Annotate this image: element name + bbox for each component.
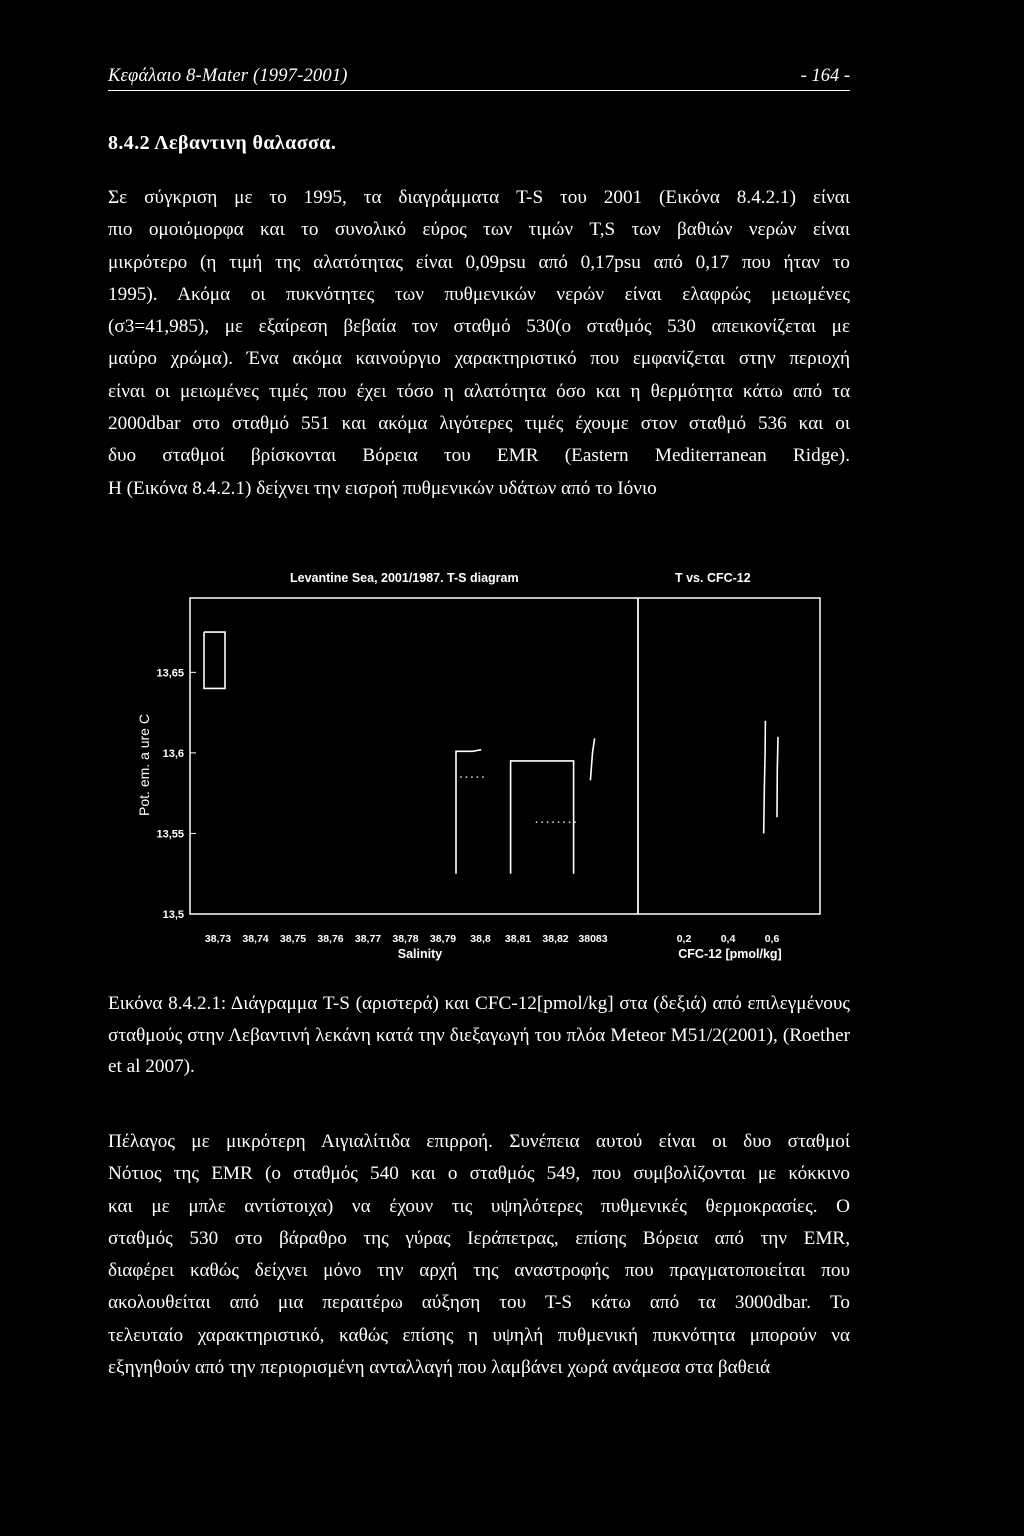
ts-x-tick-label: 38,78 <box>392 933 419 945</box>
paragraph-1-line: είναι οι μειωμένες τιμές που έχει τόσο η αλατότητα όσο και η θερμότητα κάτω από τα <box>108 380 850 402</box>
cfc-series-line <box>777 737 778 818</box>
chapter-title: Κεφάλαιο 8-Mater (1997-2001) <box>108 66 348 86</box>
ts-series-line <box>204 632 225 688</box>
cfc-series-group <box>764 721 778 834</box>
ts-y-tick-label: 13,6 <box>162 747 184 760</box>
cfc-series-line <box>764 721 766 834</box>
paragraph-2 <box>108 1126 850 1384</box>
chart-svg <box>130 560 830 972</box>
ts-chart-title: Levantine Sea, 2001/1987. T-S diagram <box>290 571 519 585</box>
paragraph-2-line: σταθμός 530 στο βάραθρο της γύρας Ιεράπετρας, επίσης Βόρεια από την EMR, <box>108 1227 850 1249</box>
ts-series-group <box>204 632 595 874</box>
figure-ts-cfc <box>130 560 830 972</box>
cfc-x-ticks <box>677 933 780 945</box>
header-rule <box>108 90 850 91</box>
paragraph-2-line: και με μπλε αντίστοιχα) να έχουν τις υψηλότερες πυθμενικές θερμοκρασίες. Ο <box>108 1195 850 1217</box>
paragraph-1-line: δυο σταθμοί βρίσκονται Βόρεια του EMR (Eastern Mediterranean Ridge). <box>108 445 850 467</box>
page-number: - 164 - <box>800 66 850 86</box>
ts-y-axis-label: Pot. em. a ure C <box>136 714 152 816</box>
ts-x-tick-label: 38,77 <box>354 933 382 945</box>
ts-x-tick-label: 38,79 <box>429 933 457 945</box>
ts-x-axis-label-visible: Salinity <box>397 947 443 961</box>
paragraph-2-line: εξηγηθούν από την περιορισμένη ανταλλαγή που λαμβάνει χωρά ανάμεσα στα βαθειά <box>108 1357 771 1379</box>
cfc-x-tick-label: 0,2 <box>676 933 692 945</box>
ts-x-tick-label: 38,74 <box>242 933 269 945</box>
ts-series-line <box>456 750 481 874</box>
cfc-x-tick-label: 0,6 <box>764 933 780 945</box>
ts-y-tick-label: 13,5 <box>162 909 184 921</box>
cfc-x-tick-label: 0,4 <box>720 933 736 945</box>
ts-plot-frame <box>190 598 638 914</box>
ts-x-tick-label: 38,82 <box>542 933 569 945</box>
paragraph-2-line: Πέλαγος με μικρότερη Αιγιαλίτιδα επιρροή. Συνέπεια αυτού είναι οι δυο σταθμοί <box>108 1131 850 1152</box>
paragraph-2-line: τελευταίο χαρακτηριστικό, καθώς επίσης η υψηλή πυθμενική πυκνότητα μπορούν να <box>108 1324 850 1346</box>
ts-x-ticks <box>205 933 608 945</box>
ts-y-tick-label: 13,65 <box>156 667 184 680</box>
paragraph-2-line: Νότιος της EMR (ο σταθμός 540 και ο σταθμός 549, που συμβολίζονται με κόκκινο <box>108 1163 850 1185</box>
ts-y-tick-label: 13,55 <box>156 828 184 841</box>
cfc-plot-frame <box>638 598 820 914</box>
section-title: 8.4.2 Λεβαντινη θαλασσα. <box>108 132 337 154</box>
paragraph-1-line: 2000dbar στο σταθμό 551 και ακόμα λιγότερες τιμές έχουμε στον σταθμό 536 και οι <box>108 413 850 435</box>
paragraph-2-line: διαφέρει καθώς δείχνει μόνο την αρχή της αναστροφής που πραγματοποιείται που <box>108 1260 850 1282</box>
paragraph-1-line: (σ3=41,985), με εξαίρεση βεβαία τον σταθμό 530(ο σταθμός 530 απεικονίζεται με <box>108 316 850 338</box>
paragraph-1-line: μικρότερο (η τιμή της αλατότητας είναι 0,09psu από 0,17psu από 0,17 που ήταν το <box>108 251 850 273</box>
paragraph-1-line: Η (Εικόνα 8.4.2.1) δείχνει την εισροή πυθμενικών υδάτων από το Ιόνιο <box>108 477 657 499</box>
ts-x-tick-label: 38,8 <box>470 933 491 945</box>
ts-x-tick-label: 38083 <box>578 933 608 945</box>
paragraph-1-line: μαύρο χρώμα). Ένα ακόμα καινούργιο χαρακτηριστικό που εμφανίζεται στην περιοχή <box>108 348 850 370</box>
paragraph-1-line: Σε σύγκριση με το 1995, τα διαγράμματα T-S του 2001 (Εικόνα 8.4.2.1) είναι <box>108 187 850 208</box>
ts-series-line <box>511 761 574 874</box>
ts-series-line <box>590 738 594 780</box>
figure-caption: Εικόνα 8.4.2.1: Διάγραμμα T-S (αριστερά) και CFC-12[pmol/kg] στα (δεξιά) από επιλεγμένους σταθμούς στην Λεβαντινή λεκάνη κατά την διεξαγωγή του πλόα Meteor M51/2(2001), (Roether et al 2007). <box>108 993 850 1077</box>
running-header <box>108 66 850 96</box>
cfc-x-axis-label: CFC-12 [pmol/kg] <box>678 947 782 961</box>
ts-x-tick-label: 38,76 <box>317 933 344 945</box>
ts-x-tick-label: 38,81 <box>504 933 532 945</box>
paragraph-1-line: 1995). Ακόμα οι πυκνότητες των πυθμενικών νερών είναι ελαφρώς μειωμένες <box>108 283 850 305</box>
paragraph-1-line: πιο ομοιόμορφα και το συνολικό εύρος των τιμών T,S των βαθιών νερών είναι <box>108 219 850 241</box>
cfc-chart-title: T vs. CFC-12 <box>675 571 751 585</box>
ts-x-tick-label: 38,75 <box>279 933 307 945</box>
paragraph-2-line: ακολουθείται από μια περαιτέρω αύξηση του T-S κάτω από τα 3000dbar. Το <box>108 1292 850 1314</box>
ts-x-tick-label: 38,73 <box>204 933 232 945</box>
paragraph-1 <box>108 182 850 505</box>
